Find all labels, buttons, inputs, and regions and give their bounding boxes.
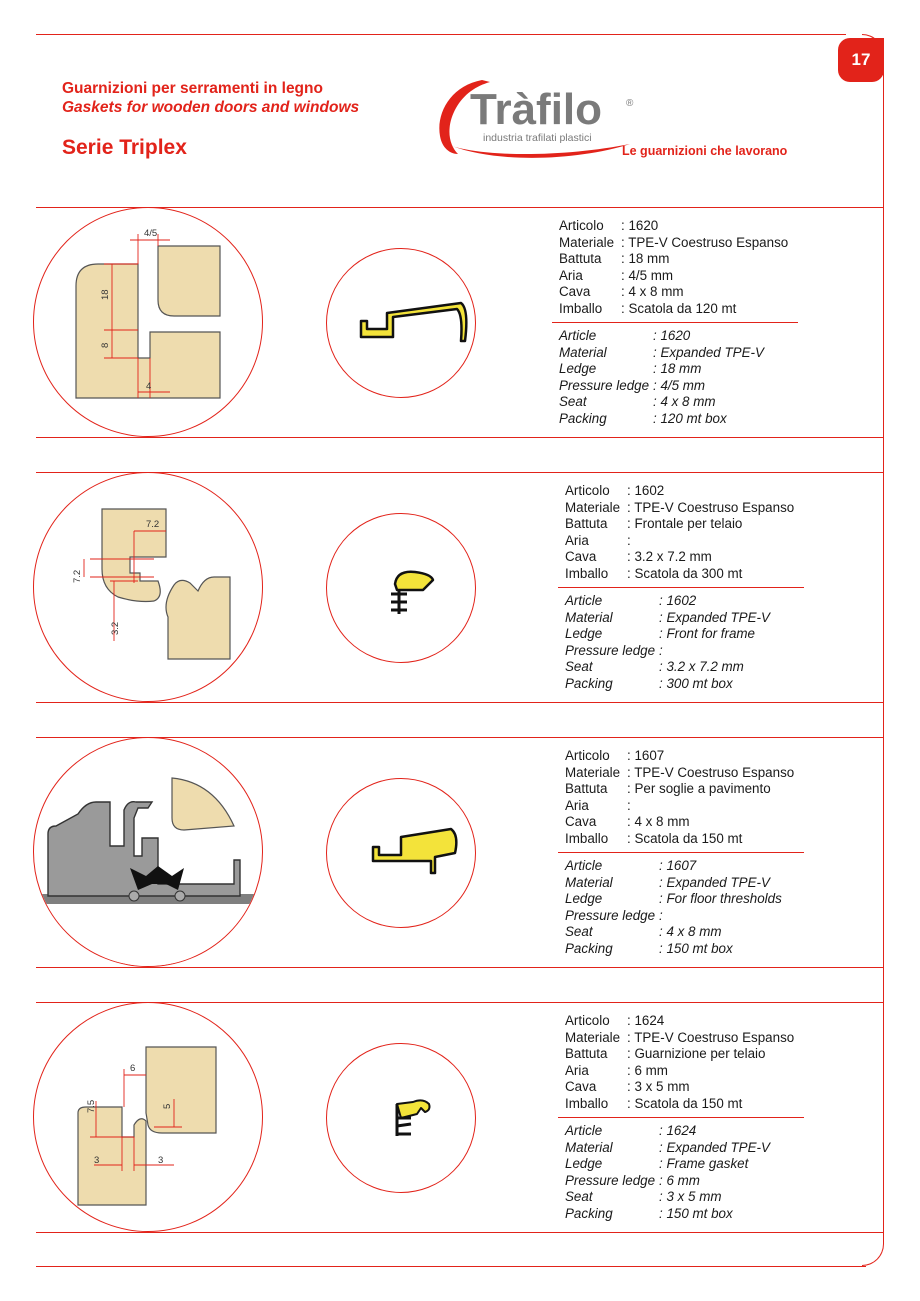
section-rule: [36, 967, 884, 968]
spec-label: Pressure ledge: [559, 377, 650, 393]
spec-label: Imballo: [565, 1095, 609, 1111]
spec-value: : Scatola da 150 mt: [627, 830, 743, 846]
spec-row: [559, 378, 764, 395]
spec-value: : 1624: [659, 1123, 697, 1138]
logo-subtitle: industria trafilati plastici: [483, 132, 592, 144]
spec-label: Material: [559, 344, 607, 360]
product-1602-spec-english: [565, 593, 770, 693]
spec-value: : 300 mt box: [659, 675, 733, 691]
spec-row: [565, 516, 794, 533]
section-rule: [36, 1232, 884, 1233]
spec-value: : 1620: [621, 218, 659, 233]
spec-row: [565, 1189, 770, 1206]
spec-row: [565, 500, 794, 517]
dim-pressure-ledge: 4/5: [144, 228, 158, 239]
spec-row: [565, 1013, 794, 1030]
spec-label: Seat: [559, 394, 587, 410]
dim-seat-depth: 8: [100, 342, 111, 348]
spec-value: : 6 mm: [627, 1062, 668, 1078]
spec-value: : For floor thresholds: [659, 891, 782, 907]
spec-label: Articolo: [565, 483, 610, 498]
spec-label: Material: [565, 1139, 613, 1155]
spec-row: [565, 1079, 794, 1096]
spec-value: : Frame gasket: [659, 1156, 749, 1172]
spec-label: Material: [565, 609, 613, 625]
product-1624-profile-drawing: [326, 1043, 476, 1193]
spec-row: [565, 781, 794, 798]
spec-value: : 4 x 8 mm: [659, 924, 722, 940]
dim-seat-width: 4: [146, 381, 152, 392]
logo-registered: ®: [626, 98, 634, 109]
dim-groove-width: 7.2: [146, 519, 160, 530]
right-frame: [862, 34, 884, 1266]
spec-value: : TPE-V Coestruso Espanso: [621, 234, 789, 250]
spec-value: : 1602: [659, 593, 697, 608]
spec-row: [565, 1156, 770, 1173]
spec-label: Ledge: [565, 1156, 603, 1172]
spec-value: : Scatola da 150 mt: [627, 1095, 743, 1111]
spec-row: [565, 610, 770, 627]
title-italian: Guarnizioni per serramenti in legno: [62, 80, 323, 97]
product-1620-spec-italian: [559, 218, 788, 318]
spec-label: Cava: [565, 549, 597, 565]
spec-label: Packing: [565, 1205, 613, 1221]
spec-label: Cava: [559, 284, 591, 300]
spec-value: : Scatola da 300 mt: [627, 565, 743, 581]
spec-row: [565, 1046, 794, 1063]
spec-row: [565, 549, 794, 566]
spec-label: Aria: [565, 797, 589, 813]
spec-row: [565, 1173, 770, 1190]
spec-value: : Scatola da 120 mt: [621, 300, 737, 316]
spec-label: Imballo: [559, 300, 603, 316]
spec-row: [565, 765, 794, 782]
spec-value: : 150 mt box: [659, 940, 733, 956]
product-1602-installation-drawing: [33, 472, 263, 702]
spec-row: [565, 941, 782, 958]
spec-row: [565, 1096, 794, 1113]
spec-value: : 1607: [659, 858, 697, 873]
spec-label: Battuta: [565, 781, 608, 797]
logo-brand: Tràfilo: [470, 85, 603, 134]
spec-row: [565, 593, 770, 610]
spec-label: Ledge: [565, 891, 603, 907]
spec-row: [565, 643, 770, 660]
spec-row: [559, 235, 788, 252]
product-1607-installation-drawing: [33, 737, 263, 967]
product-1602-profile-drawing: [326, 513, 476, 663]
spec-value: : 150 mt box: [659, 1205, 733, 1221]
spec-row: [565, 875, 782, 892]
series-title: Serie Triplex: [62, 136, 187, 159]
dim-seat-right: 3: [158, 1155, 164, 1166]
spec-label: Seat: [565, 924, 593, 940]
dim-seat-depth: 5: [162, 1103, 173, 1109]
spec-row: [559, 284, 788, 301]
spec-row: [565, 908, 782, 925]
product-1624-spec-italian: [565, 1013, 794, 1113]
spec-label: Battuta: [565, 1046, 608, 1062]
spec-label: Article: [565, 593, 603, 608]
spec-row: [565, 814, 794, 831]
spec-row: [565, 676, 770, 693]
spec-row: [565, 659, 770, 676]
spec-label: Materiale: [559, 234, 615, 250]
spec-row: [565, 626, 770, 643]
spec-value: : 1620: [653, 328, 691, 343]
dim-groove-depth: 7.2: [72, 569, 83, 583]
spec-row: [565, 858, 782, 875]
spec-row: [565, 891, 782, 908]
spec-value: : TPE-V Coestruso Espanso: [627, 1029, 795, 1045]
spec-value: : 3.2 x 7.2 mm: [659, 659, 744, 675]
spec-label: Packing: [565, 675, 613, 691]
spec-value: : 3.2 x 7.2 mm: [627, 549, 712, 565]
spec-row: [565, 1063, 794, 1080]
spec-value: : 4/5 mm: [621, 267, 674, 283]
spec-label: Materiale: [565, 1029, 621, 1045]
product-1607-profile-drawing: [326, 778, 476, 928]
spec-row: [565, 831, 794, 848]
product-1624-installation-drawing: [33, 1002, 263, 1232]
spec-row: [565, 1123, 770, 1140]
spec-label: Aria: [559, 267, 583, 283]
spec-row: [565, 1140, 770, 1157]
spec-value: : 1602: [627, 483, 665, 498]
product-1620-profile-drawing: [326, 248, 476, 398]
spec-label: Articolo: [565, 1013, 610, 1028]
spec-value: : Expanded TPE-V: [653, 344, 764, 360]
spec-divider: [558, 587, 804, 588]
product-1602-spec-italian: [565, 483, 794, 583]
product-1607-spec-italian: [565, 748, 794, 848]
spec-divider: [558, 852, 804, 853]
spec-row: [565, 1030, 794, 1047]
spec-row: [559, 361, 764, 378]
spec-label: Imballo: [565, 565, 609, 581]
spec-value: : TPE-V Coestruso Espanso: [627, 764, 795, 780]
spec-value: : 3 x 5 mm: [627, 1079, 690, 1095]
spec-value: : 4 x 8 mm: [621, 284, 684, 300]
spec-row: [559, 268, 788, 285]
spec-label: Pressure ledge: [565, 642, 656, 658]
section-rule: [36, 437, 884, 438]
spec-label: Article: [559, 328, 597, 343]
spec-value: : 4 x 8 mm: [627, 814, 690, 830]
product-1624-spec-english: [565, 1123, 770, 1223]
dim-seat-left: 3: [94, 1155, 100, 1166]
spec-value: : Guarnizione per telaio: [627, 1046, 766, 1062]
spec-row: [565, 748, 794, 765]
spec-row: [565, 1206, 770, 1223]
spec-value: : 18 mm: [621, 251, 670, 267]
product-1607-spec-english: [565, 858, 782, 958]
spec-row: [565, 798, 794, 815]
spec-label: Packing: [565, 940, 613, 956]
spec-row: [559, 328, 764, 345]
spec-value: : Frontale per telaio: [627, 516, 743, 532]
spec-label: Article: [565, 1123, 603, 1138]
spec-row: [559, 251, 788, 268]
page-number: 17: [851, 50, 871, 69]
spec-value: : 4/5 mm: [653, 377, 706, 393]
dim-height: 7.5: [86, 1099, 97, 1113]
spec-row: [565, 483, 794, 500]
spec-row: [559, 394, 764, 411]
bottom-rule: [36, 1266, 866, 1267]
spec-label: Ledge: [565, 626, 603, 642]
product-1620-spec-english: [559, 328, 764, 428]
spec-row: [559, 411, 764, 428]
spec-row: [559, 345, 764, 362]
spec-label: Battuta: [559, 251, 602, 267]
spec-label: Cava: [565, 814, 597, 830]
spec-value: : TPE-V Coestruso Espanso: [627, 499, 795, 515]
spec-value: : 1624: [627, 1013, 665, 1028]
spec-value: : 4 x 8 mm: [653, 394, 716, 410]
spec-value: :: [627, 532, 631, 548]
spec-label: Materiale: [565, 499, 621, 515]
spec-value: : 1607: [627, 748, 665, 763]
spec-label: Pressure ledge: [565, 1172, 656, 1188]
spec-divider: [558, 1117, 804, 1118]
spec-label: Packing: [559, 410, 607, 426]
title-english: Gaskets for wooden doors and windows: [62, 99, 360, 116]
spec-value: :: [659, 642, 663, 658]
spec-label: Seat: [565, 659, 593, 675]
spec-label: Aria: [565, 532, 589, 548]
spec-value: : Front for frame: [659, 626, 755, 642]
spec-row: [565, 566, 794, 583]
spec-label: Articolo: [559, 218, 604, 233]
spec-label: Ledge: [559, 361, 597, 377]
top-rule: [36, 34, 846, 35]
spec-divider: [552, 322, 798, 323]
product-1620-installation-drawing: [33, 207, 263, 437]
spec-label: Seat: [565, 1189, 593, 1205]
spec-value: : Expanded TPE-V: [659, 874, 770, 890]
spec-label: Aria: [565, 1062, 589, 1078]
spec-value: : Per soglie a pavimento: [627, 781, 771, 797]
spec-label: Materiale: [565, 764, 621, 780]
spec-value: : 6 mm: [659, 1172, 700, 1188]
dim-air-gap: 6: [130, 1063, 136, 1074]
spec-label: Articolo: [565, 748, 610, 763]
spec-label: Material: [565, 874, 613, 890]
spec-value: :: [627, 797, 631, 813]
spec-value: : 3 x 5 mm: [659, 1189, 722, 1205]
spec-row: [565, 924, 782, 941]
page-number-badge: [838, 38, 884, 82]
spec-value: :: [659, 907, 663, 923]
spec-row: [559, 218, 788, 235]
spec-label: Article: [565, 858, 603, 873]
spec-label: Battuta: [565, 516, 608, 532]
spec-value: : 18 mm: [653, 361, 702, 377]
spec-label: Cava: [565, 1079, 597, 1095]
spec-label: Pressure ledge: [565, 907, 656, 923]
spec-row: [565, 533, 794, 550]
dim-ledge: 18: [100, 289, 111, 300]
spec-row: [559, 301, 788, 318]
dim-gap: 3.2: [110, 621, 121, 635]
section-rule: [36, 702, 884, 703]
spec-value: : Expanded TPE-V: [659, 609, 770, 625]
spec-label: Imballo: [565, 830, 609, 846]
logo-tagline: Le guarnizioni che lavorano: [622, 144, 788, 158]
spec-value: : Expanded TPE-V: [659, 1139, 770, 1155]
spec-value: : 120 mt box: [653, 410, 727, 426]
